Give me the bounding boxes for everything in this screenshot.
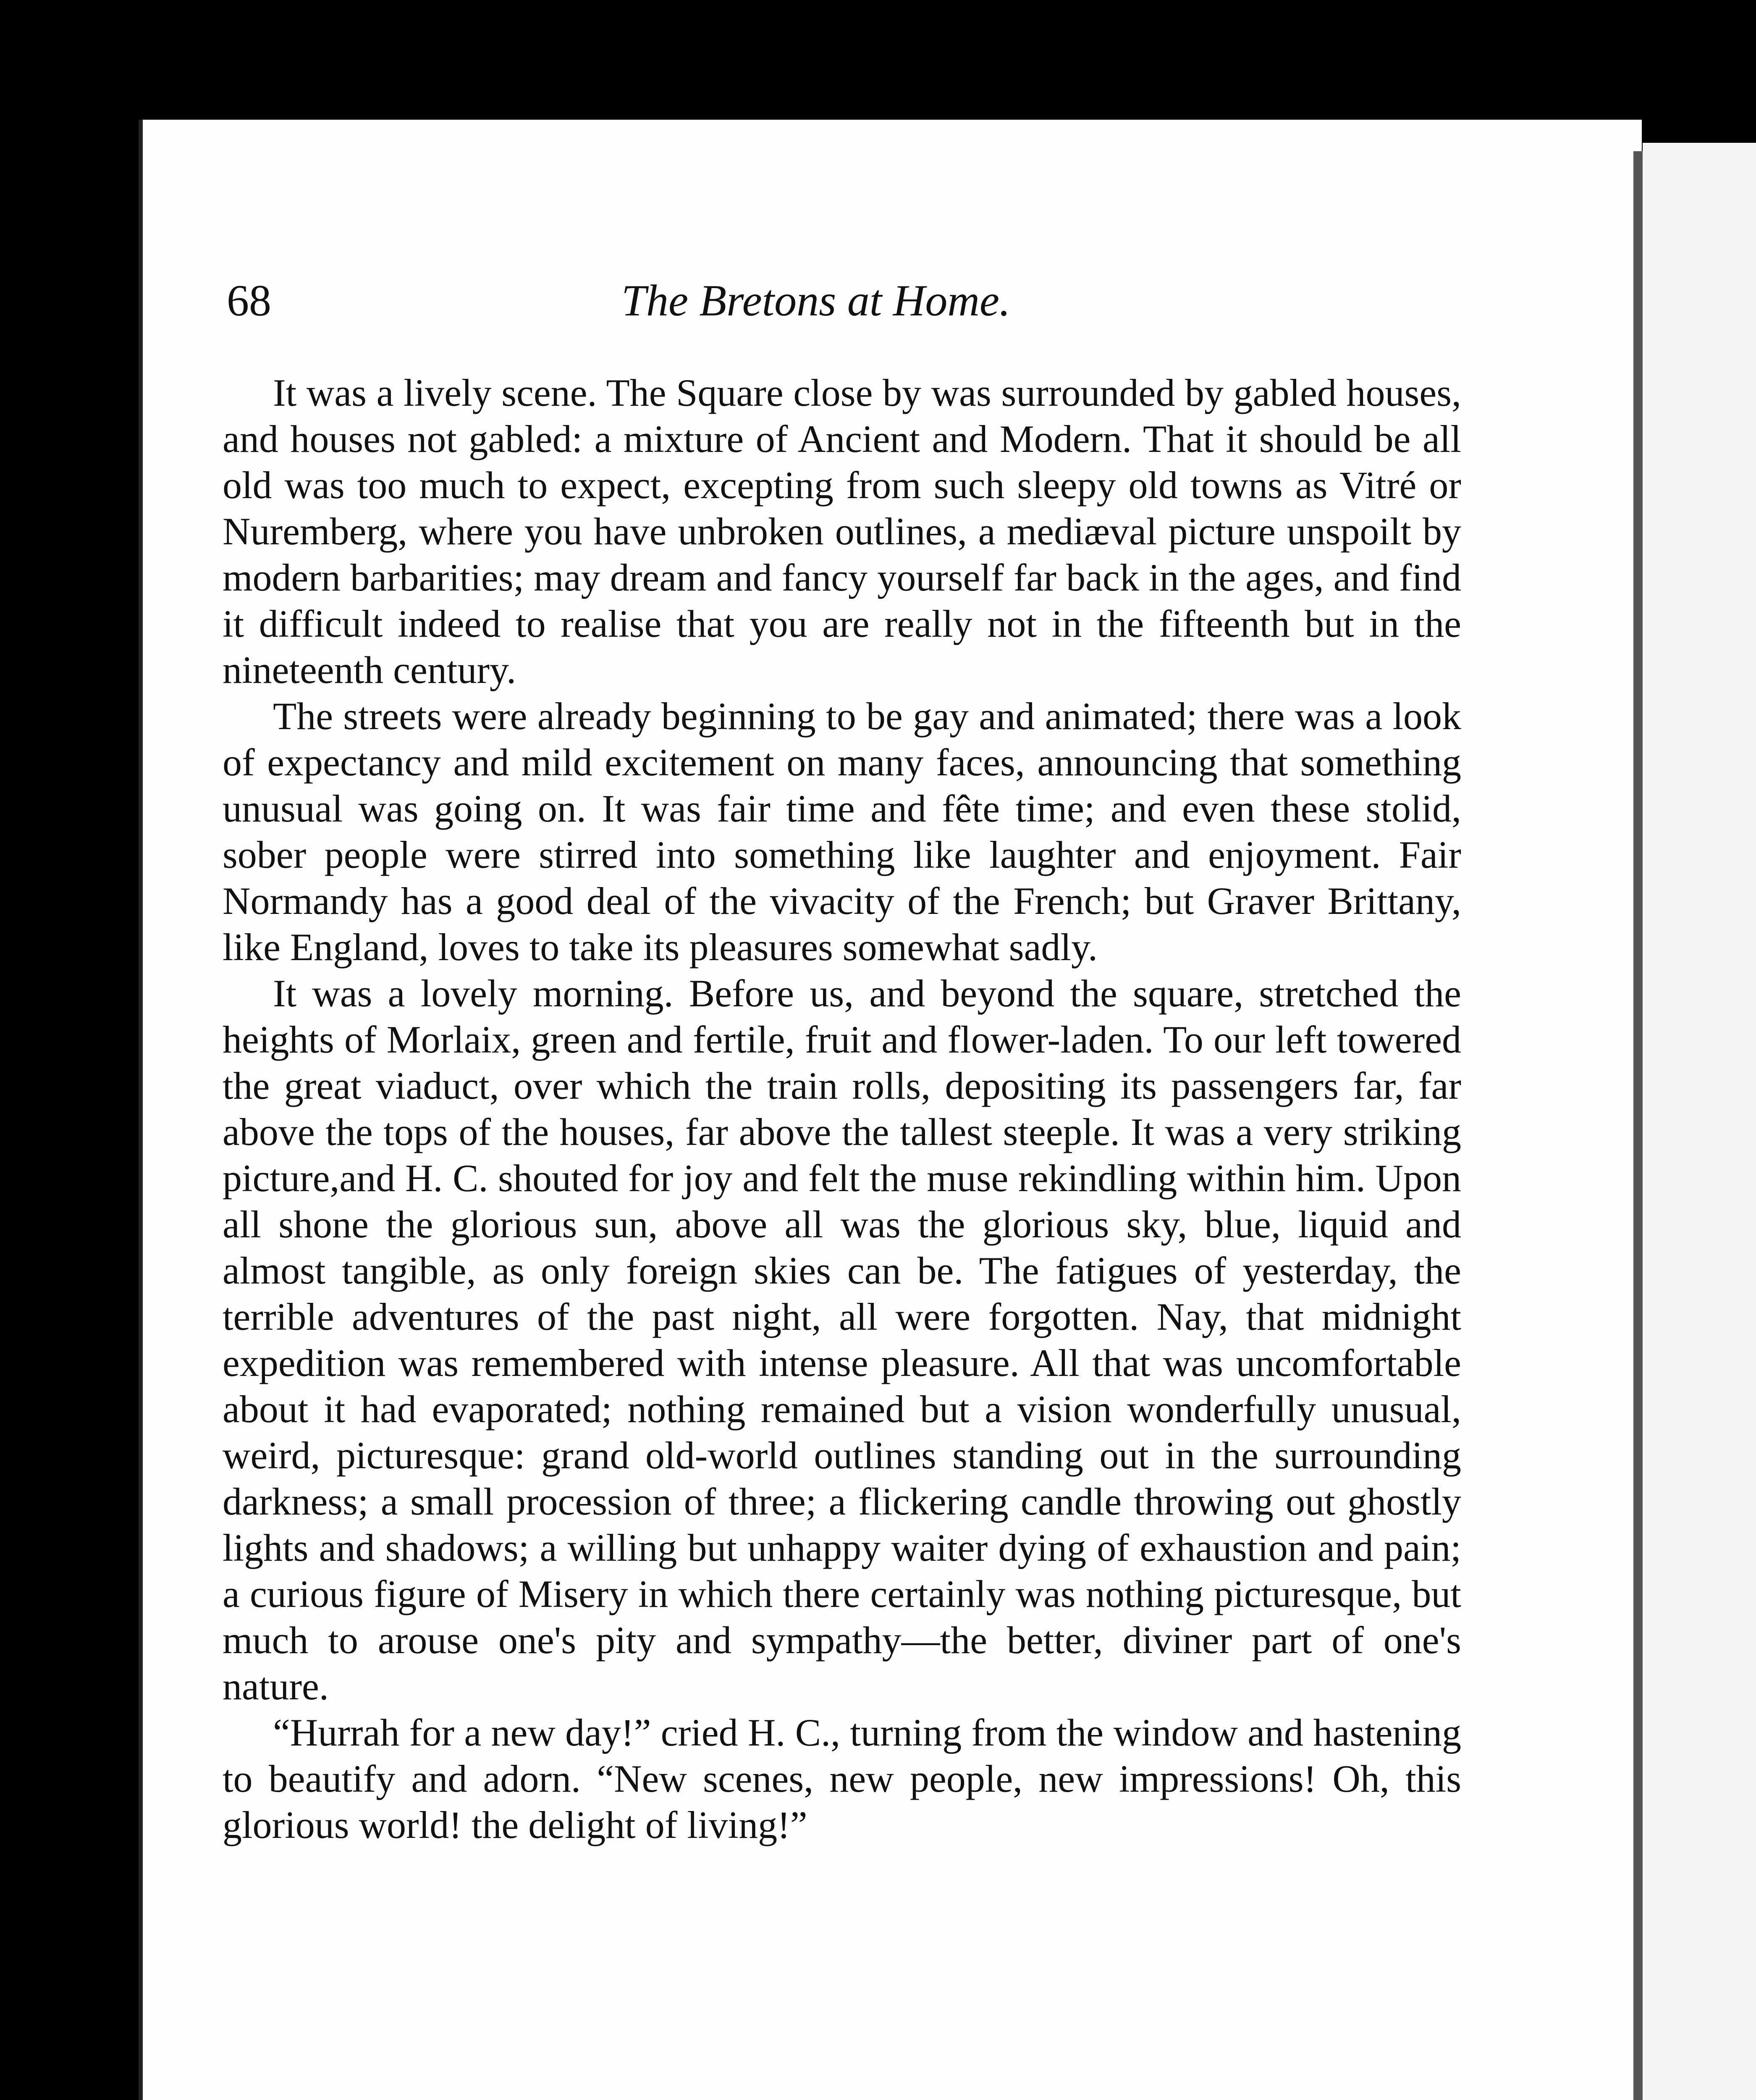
page-number: 68 [227, 276, 271, 325]
facing-page-edge [1643, 143, 1756, 2100]
paragraph-3: It was a lovely morning. Before us, and beyond the square, stretched the heights of Morlaix, green and fertile, fruit and flower-laden. To our left towered the great viaduct, over which the train rolls, depositing its passengers far, far above the tops of the houses, far above the tallest steeple. It was a very striking picture,and H. C. shouted for joy and felt the muse rekindling within him. Upon all shone the glorious sun, above all was the glorious sky, blue, liquid and almost tangible, as only foreign skies can be. The fatigues of yesterday, the terrible adventures of the past night, all were forgotten. Nay, that midnight expedition was remembered with intense pleasure. All that was uncomfortable about it had evaporated; nothing remained but a vision wonderfully unusual, weird, picturesque: grand old-world outlines standing out in the surrounding darkness; a small procession of three; a flickering candle throwing out ghostly lights and shadows; a willing but unhappy waiter dying of exhaustion and pain; a curious figure of Misery in which there certainly was nothing picturesque, but much to arouse one's pity and sympathy—the better, diviner part of one's nature. [223, 972, 1461, 1708]
paragraph-4: “Hurrah for a new day!” cried H. C., turning from the window and hastening to beautify and adorn. “New scenes, new people, new impressions! Oh, this glorious world! the delight of living!” [223, 1711, 1461, 1846]
page-edge-shadow [1633, 151, 1643, 2100]
body-text [223, 370, 1461, 1848]
running-head: The Bretons at Home. [621, 276, 1011, 325]
paragraph-2: The streets were already beginning to be gay and animated; there was a look of expectancy and mild excitement on many faces, announcing that something unusual was going on. It was fair time and fête time; and even these stolid, sober people were stirred into something like laughter and enjoyment. Fair Normandy has a good deal of the vivacity of the French; but Graver Brittany, like England, loves to take its pleasures somewhat sadly. [223, 695, 1461, 969]
paragraph-1: It was a lively scene. The Square close by was surrounded by gabled houses, and houses not gabled: a mixture of Ancient and Modern. That it should be all old was too much to expect, excepting from such sleepy old towns as Vitré or Nuremberg, where you have unbroken outlines, a mediæval picture unspoilt by modern barbarities; may dream and fancy yourself far back in the ages, and find it difficult indeed to realise that you are really not in the fifteenth but in the nineteenth century. [223, 371, 1461, 691]
